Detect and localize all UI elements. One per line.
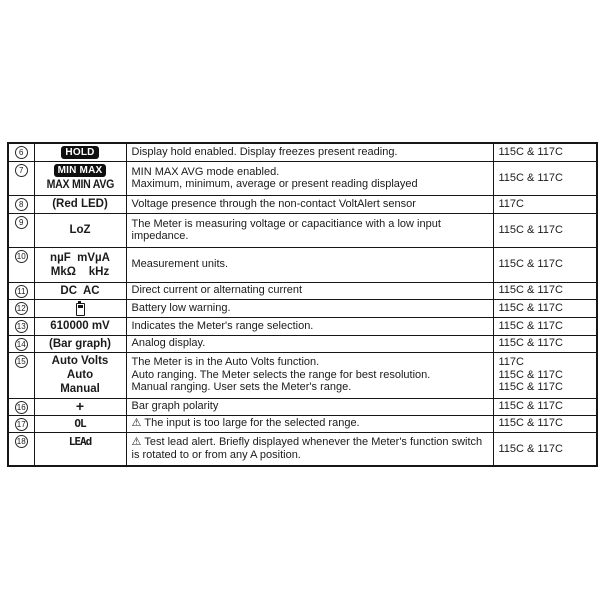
models-text: 115C & 117C	[498, 337, 563, 350]
models-cell	[493, 432, 597, 466]
item-number-cell	[8, 247, 34, 282]
description-cell	[126, 161, 493, 195]
table-row	[8, 143, 597, 161]
red-led-label: (Red LED)	[52, 198, 108, 210]
symbol-cell	[34, 299, 126, 317]
battery-low-icon	[76, 303, 85, 316]
models-text: 115C & 117C	[498, 368, 563, 381]
item-number-cell	[8, 432, 34, 466]
models-text: 115C & 117C	[498, 258, 563, 271]
description-text: MIN MAX AVG mode enabled.	[131, 165, 280, 178]
table-row	[8, 398, 597, 415]
item-number: 18	[15, 435, 28, 448]
table-row	[8, 352, 597, 398]
lead-alert-lcd-label: LEAd	[68, 434, 92, 448]
table-row	[8, 247, 597, 282]
description-text: Display hold enabled. Display freezes present reading.	[131, 146, 398, 158]
symbol-reference-table	[7, 142, 598, 467]
description-cell	[126, 143, 493, 161]
description-cell	[126, 352, 493, 398]
description-cell	[126, 282, 493, 299]
models-cell	[493, 398, 597, 415]
description-text: The input is too large for the selected range.	[144, 417, 360, 430]
models-text: 115C & 117C	[498, 146, 563, 158]
warning-icon: ⚠	[131, 416, 142, 430]
models-cell	[493, 213, 597, 247]
description-text: Auto ranging. The Meter selects the range for best resolution.	[131, 368, 431, 381]
models-text: 117C	[498, 197, 524, 210]
item-number: 7	[15, 164, 28, 177]
models-cell	[493, 352, 597, 398]
symbol-cell	[34, 161, 126, 195]
description-text: The Meter is in the Auto Volts function.	[131, 356, 320, 369]
manual-label: Manual	[60, 383, 100, 395]
table-row	[8, 282, 597, 299]
range-label: 610000 mV	[50, 320, 110, 332]
description-text: Analog display.	[131, 337, 206, 350]
symbol-cell	[34, 398, 126, 415]
models-cell	[493, 415, 597, 432]
description-text: Manual ranging. User sets the Meter's range.	[131, 381, 352, 394]
min-max-badge: MIN MAX	[54, 164, 107, 177]
description-cell	[126, 335, 493, 352]
table-row	[8, 161, 597, 195]
units-label: MkΩ kHz	[50, 265, 110, 278]
description-text: Maximum, minimum, average or present reading displayed	[131, 178, 418, 190]
table-row	[8, 317, 597, 335]
symbol-cell	[34, 247, 126, 282]
models-text: 115C & 117C	[498, 319, 563, 332]
symbol-cell	[34, 282, 126, 299]
item-number: 12	[15, 302, 28, 315]
description-text: Battery low warning.	[131, 301, 231, 314]
models-cell	[493, 282, 597, 299]
models-text: 115C & 117C	[498, 171, 563, 184]
item-number: 8	[15, 198, 28, 211]
description-cell	[126, 398, 493, 415]
description-cell	[126, 317, 493, 335]
overload-lcd-label: OL	[74, 417, 86, 430]
item-number: 16	[15, 401, 28, 414]
item-number: 14	[15, 338, 28, 351]
item-number-cell	[8, 161, 34, 195]
description-cell	[126, 247, 493, 282]
item-number-cell	[8, 299, 34, 317]
models-cell	[493, 247, 597, 282]
symbol-cell	[34, 415, 126, 432]
item-number: 13	[15, 320, 28, 333]
models-cell	[493, 317, 597, 335]
auto-volts-label: Auto Volts	[51, 355, 109, 367]
item-number: 11	[15, 285, 28, 298]
item-number: 6	[15, 146, 28, 159]
max-min-avg-label: MAX MIN AVG	[46, 177, 114, 191]
description-text: Indicates the Meter's range selection.	[131, 319, 314, 332]
description-cell	[126, 213, 493, 247]
symbol-cell	[34, 317, 126, 335]
item-number-cell	[8, 352, 34, 398]
units-label: nµF mVµA	[50, 251, 110, 264]
loz-label: LoZ	[69, 224, 91, 236]
models-text: 115C & 117C	[498, 400, 563, 413]
models-text: 115C & 117C	[498, 417, 563, 430]
symbol-cell	[34, 335, 126, 352]
table-row	[8, 335, 597, 352]
models-text: 115C & 117C	[498, 442, 563, 455]
symbol-cell	[34, 143, 126, 161]
models-text: 115C & 117C	[498, 284, 563, 297]
item-number-cell	[8, 398, 34, 415]
models-cell	[493, 299, 597, 317]
description-cell	[126, 415, 493, 432]
table-row	[8, 213, 597, 247]
table-row	[8, 299, 597, 317]
dc-ac-label: DC AC	[60, 284, 100, 297]
table-row	[8, 195, 597, 213]
item-number-cell	[8, 317, 34, 335]
item-number-cell	[8, 415, 34, 432]
table-row	[8, 432, 597, 466]
hold-badge: HOLD	[61, 146, 98, 159]
models-text: 115C & 117C	[498, 223, 563, 236]
item-number: 10	[15, 250, 28, 263]
description-text: The Meter is measuring voltage or capacitiance with a low input impedance.	[131, 217, 441, 242]
models-text: 117C	[498, 356, 524, 369]
symbol-cell	[34, 352, 126, 398]
models-text: 115C & 117C	[498, 381, 563, 394]
item-number-cell	[8, 282, 34, 299]
models-cell	[493, 335, 597, 352]
models-text: 115C & 117C	[498, 301, 563, 314]
description-text: Voltage presence through the non-contact VoltAlert sensor	[131, 197, 416, 210]
plus-icon: +	[75, 398, 85, 414]
description-cell	[126, 432, 493, 466]
models-cell	[493, 143, 597, 161]
item-number-cell	[8, 213, 34, 247]
bar-graph-label: (Bar graph)	[49, 337, 111, 350]
auto-label: Auto	[66, 369, 94, 381]
models-cell	[493, 195, 597, 213]
description-cell	[126, 299, 493, 317]
item-number: 15	[15, 355, 28, 368]
table-row	[8, 415, 597, 432]
symbol-cell	[34, 195, 126, 213]
description-text: Bar graph polarity	[131, 400, 219, 413]
item-number: 17	[15, 418, 28, 431]
models-cell	[493, 161, 597, 195]
item-number: 9	[15, 216, 28, 229]
symbol-cell	[34, 432, 126, 466]
warning-icon: ⚠	[131, 435, 142, 449]
item-number-cell	[8, 195, 34, 213]
item-number-cell	[8, 335, 34, 352]
description-text: Measurement units.	[131, 258, 229, 271]
description-cell	[126, 195, 493, 213]
description-text: Test lead alert. Briefly displayed whenever the Meter's function switch is rotated to or from any A position.	[131, 436, 483, 461]
description-text: Direct current or alternating current	[131, 284, 303, 297]
item-number-cell	[8, 143, 34, 161]
symbol-cell	[34, 213, 126, 247]
